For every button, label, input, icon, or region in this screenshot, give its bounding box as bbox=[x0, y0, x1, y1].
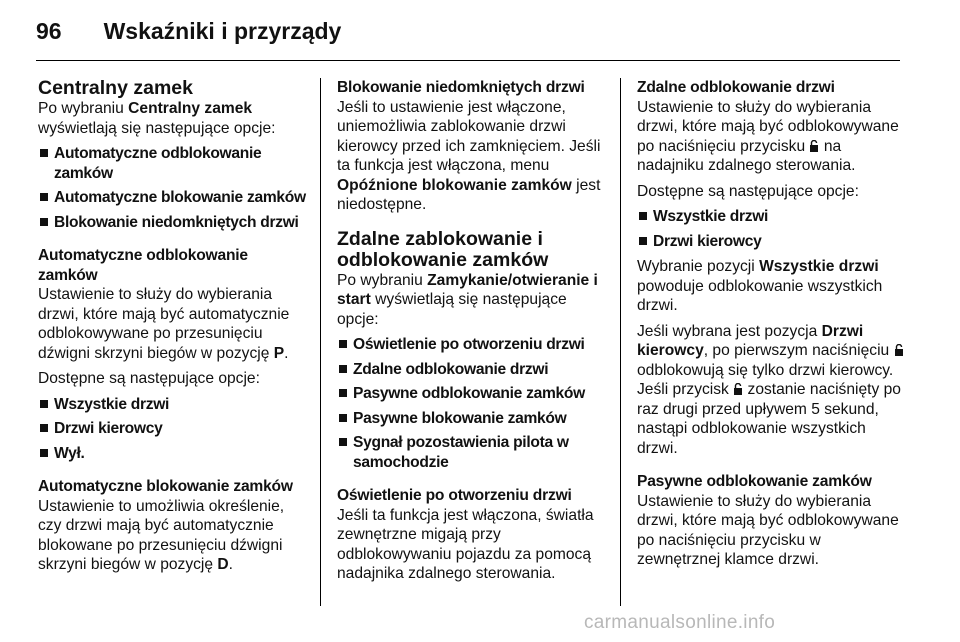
list-item: Automatyczne odblokowanie zamków bbox=[38, 144, 306, 183]
paragraph: Jeśli to ustawienie jest włączone, uniemożliwia zablokowanie drzwi kierowcy przed ich zamknięciem. Jeśli ta funkcja jest włączona, menu Opóźnione blokowanie zamków jest niedostępne. bbox=[337, 98, 601, 213]
subsection-heading: Pasywne odblokowanie zamków bbox=[637, 473, 872, 490]
subsection-heading: Zdalne odblokowanie drzwi bbox=[637, 79, 835, 96]
paragraph: Dostępne są następujące opcje: bbox=[637, 182, 859, 200]
option-list bbox=[38, 144, 306, 232]
subsection-heading: Automatyczne odblokowanie zamków bbox=[38, 247, 248, 284]
section-title: Zdalne zablokowanie i odblokowanie zamków bbox=[337, 227, 549, 271]
paragraph: Ustawienie to umożliwia określenie, czy drzwi mają być automatycznie blokowane po przesunięciu dźwigni skrzyni biegów w pozycję D. bbox=[38, 497, 285, 573]
list-item: Automatyczne blokowanie zamków bbox=[38, 188, 306, 208]
page-title: Wskaźniki i przyrządy bbox=[103, 17, 342, 44]
unlock-icon bbox=[809, 140, 819, 152]
paragraph: Dostępne są następujące opcje: bbox=[38, 370, 260, 387]
column-3 bbox=[637, 78, 905, 576]
list-item: Blokowanie niedomkniętych drzwi bbox=[38, 213, 306, 233]
page-number: 96 bbox=[36, 17, 62, 44]
unlock-icon bbox=[894, 344, 904, 356]
paragraph: Jeśli ta funkcja jest włączona, światła zewnętrzne migają przy odblokowywaniu pojazdu za pomocą nadajnika zdalnego sterowania. bbox=[337, 506, 594, 582]
paragraph: Wybranie pozycji Wszystkie drzwi powoduje odblokowanie wszystkich drzwi. bbox=[637, 258, 883, 314]
subsection-heading: Oświetlenie po otworzeniu drzwi bbox=[337, 487, 572, 504]
section-title: Centralny zamek bbox=[38, 77, 193, 99]
subsection-heading: Automatyczne blokowanie zamków bbox=[38, 478, 293, 495]
column-divider bbox=[320, 78, 321, 606]
unlock-icon bbox=[733, 383, 743, 395]
header-rule bbox=[36, 60, 900, 61]
list-item: Wszystkie drzwi bbox=[637, 207, 905, 227]
list-item: Wszystkie drzwi bbox=[38, 395, 306, 415]
option-list bbox=[38, 395, 306, 464]
option-list bbox=[637, 207, 905, 251]
paragraph: Jeśli wybrana jest pozycja Drzwi kierowcy, po pierwszym naciśnięciu odblokowują się tylko drzwi kierowcy. Jeśli przycisk zostanie naciśnięty po raz drugi przed upływem 5 sekund, nastąpi odblokowanie wszystkich drzwi. bbox=[637, 322, 905, 459]
list-item: Drzwi kierowcy bbox=[38, 419, 306, 439]
paragraph: Po wybraniu Zamykanie/otwieranie i start wyświetlają się następujące opcje: bbox=[337, 271, 598, 328]
option-list bbox=[337, 335, 605, 472]
paragraph: Po wybraniu Centralny zamek wyświetlają się następujące opcje: bbox=[38, 100, 276, 137]
list-item: Pasywne odblokowanie zamków bbox=[337, 384, 605, 404]
subsection-heading: Blokowanie niedomkniętych drzwi bbox=[337, 79, 585, 96]
paragraph: Ustawienie to służy do wybierania drzwi, które mają być automatycznie odblokowywane po przesunięciu dźwigni skrzyni biegów w pozycję P. bbox=[38, 286, 290, 362]
list-item: Oświetlenie po otworzeniu drzwi bbox=[337, 335, 605, 355]
watermark[interactable]: carmanualsonline.info bbox=[584, 612, 776, 633]
paragraph: Ustawienie to służy do wybierania drzwi, które mają być odblokowywane po naciśnięciu przycisku na nadajniku zdalnego sterowania. bbox=[637, 98, 899, 174]
column-2 bbox=[337, 78, 605, 590]
list-item: Pasywne blokowanie zamków bbox=[337, 409, 605, 429]
list-item: Sygnał pozostawienia pilota w samochodzie bbox=[337, 433, 605, 472]
paragraph: Ustawienie to służy do wybierania drzwi, które mają być odblokowywane po naciśnięciu przycisku w zewnętrznej klamce drzwi. bbox=[637, 492, 899, 568]
page-header bbox=[36, 14, 900, 48]
list-item: Drzwi kierowcy bbox=[637, 232, 905, 252]
column-1 bbox=[38, 78, 306, 581]
column-divider bbox=[620, 78, 621, 606]
list-item: Zdalne odblokowanie drzwi bbox=[337, 360, 605, 380]
list-item: Wył. bbox=[38, 444, 306, 464]
